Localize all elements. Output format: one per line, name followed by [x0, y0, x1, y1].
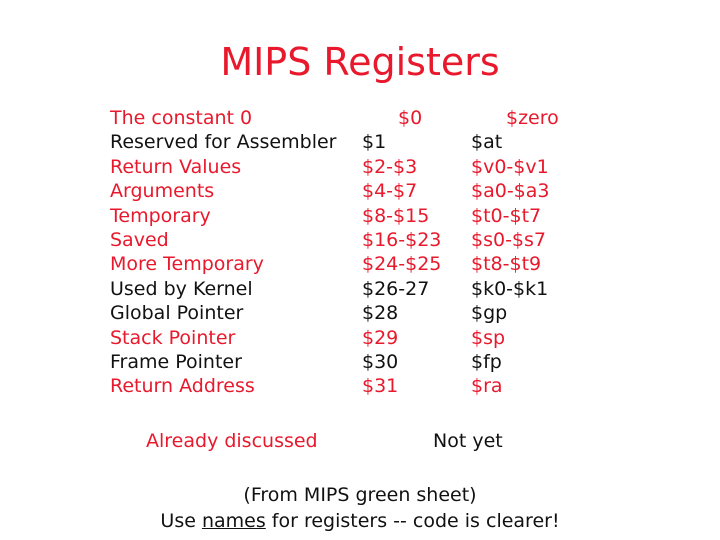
register-number: $1: [362, 131, 387, 154]
source-note: (From MIPS green sheet): [243, 484, 477, 506]
register-number: $30: [362, 350, 399, 373]
register-number: $29: [362, 326, 399, 349]
slide-title: MIPS Registers: [220, 40, 500, 84]
register-name: $ra: [471, 375, 503, 398]
legend-already-discussed: Already discussed: [146, 430, 318, 452]
register-number: $8-$15: [362, 204, 430, 227]
legend-not-yet: Not yet: [433, 430, 503, 452]
register-name: $a0-$a3: [471, 180, 550, 203]
register-name: $sp: [471, 326, 506, 349]
register-purpose: Arguments: [110, 180, 215, 203]
register-number: $0: [398, 107, 423, 129]
register-purpose: More Temporary: [110, 253, 264, 276]
register-number: $16-$23: [362, 228, 442, 251]
register-number: $28: [362, 302, 399, 325]
register-purpose: Saved: [110, 228, 169, 251]
register-name: $t0-$t7: [471, 204, 542, 227]
register-purpose: Stack Pointer: [110, 326, 236, 349]
usage-tip-after: for registers -- code is clearer!: [265, 510, 560, 532]
register-name: $t8-$t9: [471, 253, 542, 276]
register-name: $k0-$k1: [471, 277, 549, 300]
register-name: $at: [471, 131, 503, 154]
register-number: $31: [362, 375, 399, 398]
register-name: $s0-$s7: [471, 228, 547, 251]
register-number: $4-$7: [362, 180, 418, 203]
register-purpose: Used by Kernel: [110, 277, 253, 300]
register-purpose: Return Address: [110, 375, 255, 398]
register-name: $fp: [471, 350, 502, 373]
usage-tip-before: Use: [160, 510, 202, 532]
register-number: $26-27: [362, 277, 430, 300]
register-purpose: Reserved for Assembler: [110, 131, 337, 154]
register-purpose: The constant 0: [110, 107, 253, 129]
register-purpose: Temporary: [110, 204, 211, 227]
register-purpose: Global Pointer: [110, 302, 244, 325]
register-name: $zero: [506, 107, 559, 129]
usage-tip-emphasis: names: [201, 510, 266, 532]
register-name: $v0-$v1: [471, 155, 549, 178]
usage-tip: [0, 510, 720, 532]
register-purpose: Frame Pointer: [110, 350, 242, 373]
register-name: $gp: [471, 302, 508, 325]
register-number: $2-$3: [362, 155, 418, 178]
register-purpose: Return Values: [110, 155, 242, 178]
register-number: $24-$25: [362, 253, 442, 276]
